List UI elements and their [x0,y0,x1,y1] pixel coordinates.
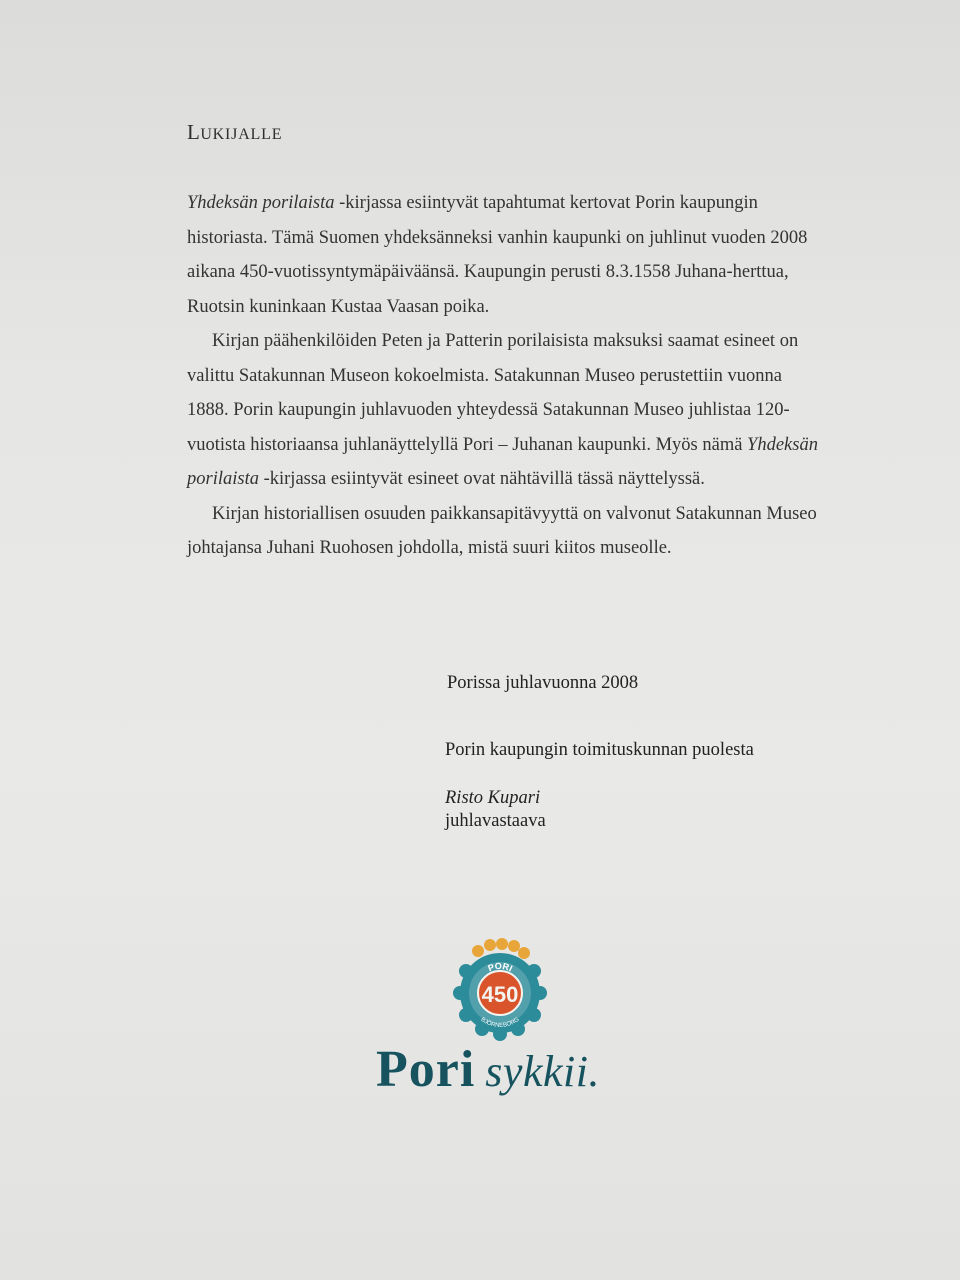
page-heading [187,120,282,145]
paragraph-2-text-before: Kirjan päähenkilöiden Peten ja Patterin porilaisista maksuksi saamat esineet on valittu Satakunnan Museon kokoelmista. Satakunnan Museo perustettiin vuonna 1888. Porin kaupungin juhlavuoden yhteydessä Satakunnan Museo juhlistaa 120-vuotista historiaansa juhlanäyttelyllä Pori – Juhanan kaupunki. Myös nämä [187,331,799,455]
body-text [187,186,827,566]
logo-number: 450 [481,982,519,1007]
paragraph-3 [187,497,827,566]
brand-wordmark [376,1040,600,1099]
paragraph-2-text-after: -kirjassa esiintyvät esineet ovat nähtävillä tässä näyttelyssä. [258,469,705,489]
paragraph-3-text: Kirjan historiallisen osuuden paikkansapitävyyttä on valvonut Satakunnan Museo johtajansa Juhani Ruohosen johdolla, mistä suuri kiitos museolle. [187,503,817,558]
signature-organization: Porin kaupungin toimituskunnan puolesta [445,740,754,760]
book-title-italic: Yhdeksän porilaista [187,193,335,213]
paragraph-1-text: -kirjassa esiintyvät tapahtumat kertovat Porin kaupungin historiasta. Tämä Suomen yhdeksänneksi vanhin kaupunki on juhlinut vuoden 2008 aikana 450-vuotissyntymäpäiväänsä. Kaupungin perusti 8.3.1558 Juhana-herttua, Ruotsin kuninkaan Kustaa Vaasan poika. [187,193,808,317]
paragraph-1 [187,186,827,324]
paragraph-2 [187,324,827,497]
logo-top-text: PORI [486,960,515,974]
signature-name: Risto Kupari [445,788,541,808]
brand-word-sykkii: sykkii. [485,1047,600,1096]
pori-450-logo [440,935,560,1050]
book-title-italic: Yhdeksän porilaista [187,434,818,489]
signature-place-date: Porissa juhlavuonna 2008 [447,673,639,693]
logo-bottom-text: BJÖRNEBORG [479,1016,521,1030]
signature-role: juhlavastaava [445,811,546,831]
heading-initial: L [187,120,201,144]
heading-smallcaps: UKIJALLE [200,126,283,143]
brand-word-pori: Pori [376,1041,476,1098]
